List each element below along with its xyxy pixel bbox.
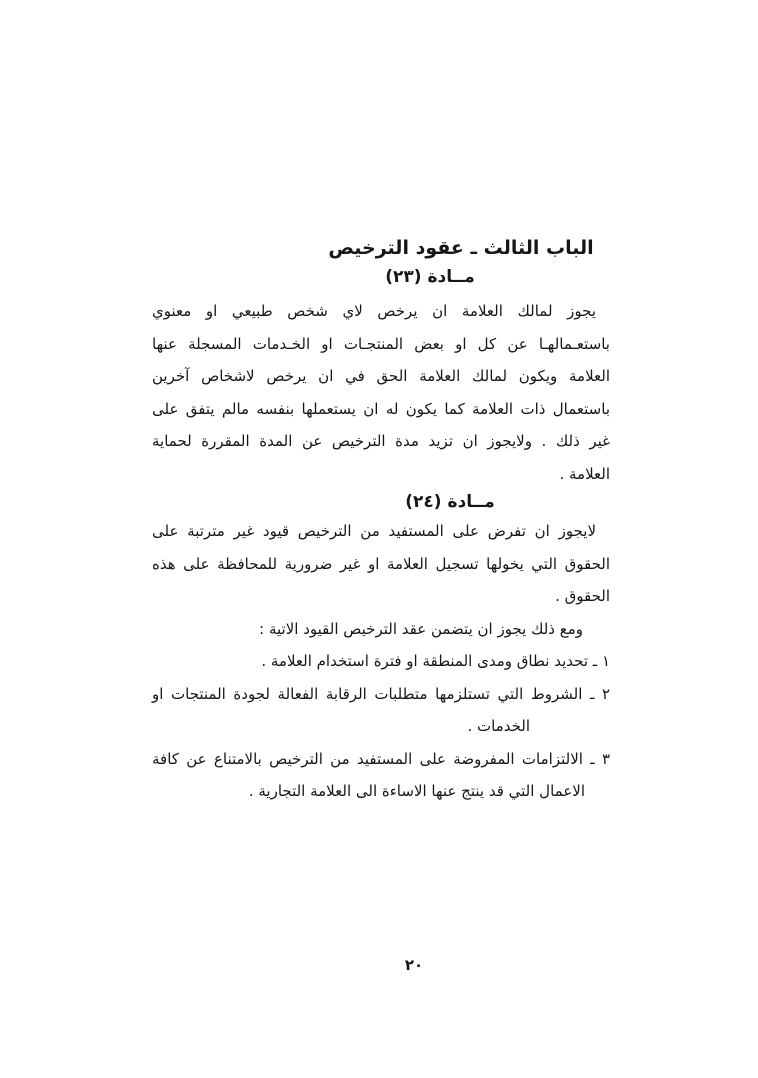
page-content — [152, 233, 610, 808]
article-24-heading: مــادة (٢٤) — [405, 492, 495, 512]
list-item-2-line-1: ٢ ـ الشروط التي تستلزمها متطلبات الرقابة الفعالة لجودة المنتجات او — [152, 684, 610, 703]
page-number: ٢٠ — [404, 956, 424, 974]
chapter-title: الباب الثالث ـ عقود الترخيص — [328, 237, 594, 259]
article-24-line-1: لايجوز ان تفرض على المستفيد من الترخيص قيود غير مترتبة على — [152, 522, 596, 540]
article-24-line-2: الحقوق التي يخولها تسجيل العلامة او غير ضرورية للمحافظة على هذه — [152, 554, 610, 573]
article-23-line-1: يجوز لمالك العلامة ان يرخص لاي شخص طبيعي او معنوي — [152, 302, 596, 320]
article-24-intro-line: ومع ذلك يجوز ان يتضمن عقد الترخيص القيود الاتية : — [259, 619, 583, 638]
list-item-3-line-1: ٣ ـ الالتزامات المفروضة على المستفيد من الترخيص بالامتناع عن كافة — [152, 749, 610, 768]
list-item-1: ١ ـ تحديد نطاق ومدى المنطقة او فترة استخدام العلامة . — [261, 652, 610, 670]
article-23-line-4: باستعمال ذات العلامة كما يكون له ان يستعملها بنفسه مالم يتفق على — [152, 399, 610, 418]
article-23-line-6: العلامة . — [559, 464, 610, 483]
article-24-line-3: الحقوق . — [555, 587, 610, 605]
list-item-3-line-2: الاعمال التي قد ينتج عنها الاساءة الى العلامة التجارية . — [248, 782, 585, 800]
article-23-line-3: العلامة ويكون لمالك العلامة الحق في ان يرخص لاشخاص آخرين — [152, 367, 610, 385]
article-23-line-5: غير ذلك . ولايجوز ان تزيد مدة الترخيص عن المدة المقررة لحماية — [152, 432, 610, 450]
article-23-line-2: باستعـمالهـا عن كل او بعض المنتجـات او الخـدمات المسجلة عنها — [152, 334, 610, 353]
article-23-heading: مــادة (٢٣) — [385, 267, 475, 287]
list-item-2-line-2: الخدمات . — [467, 717, 530, 735]
